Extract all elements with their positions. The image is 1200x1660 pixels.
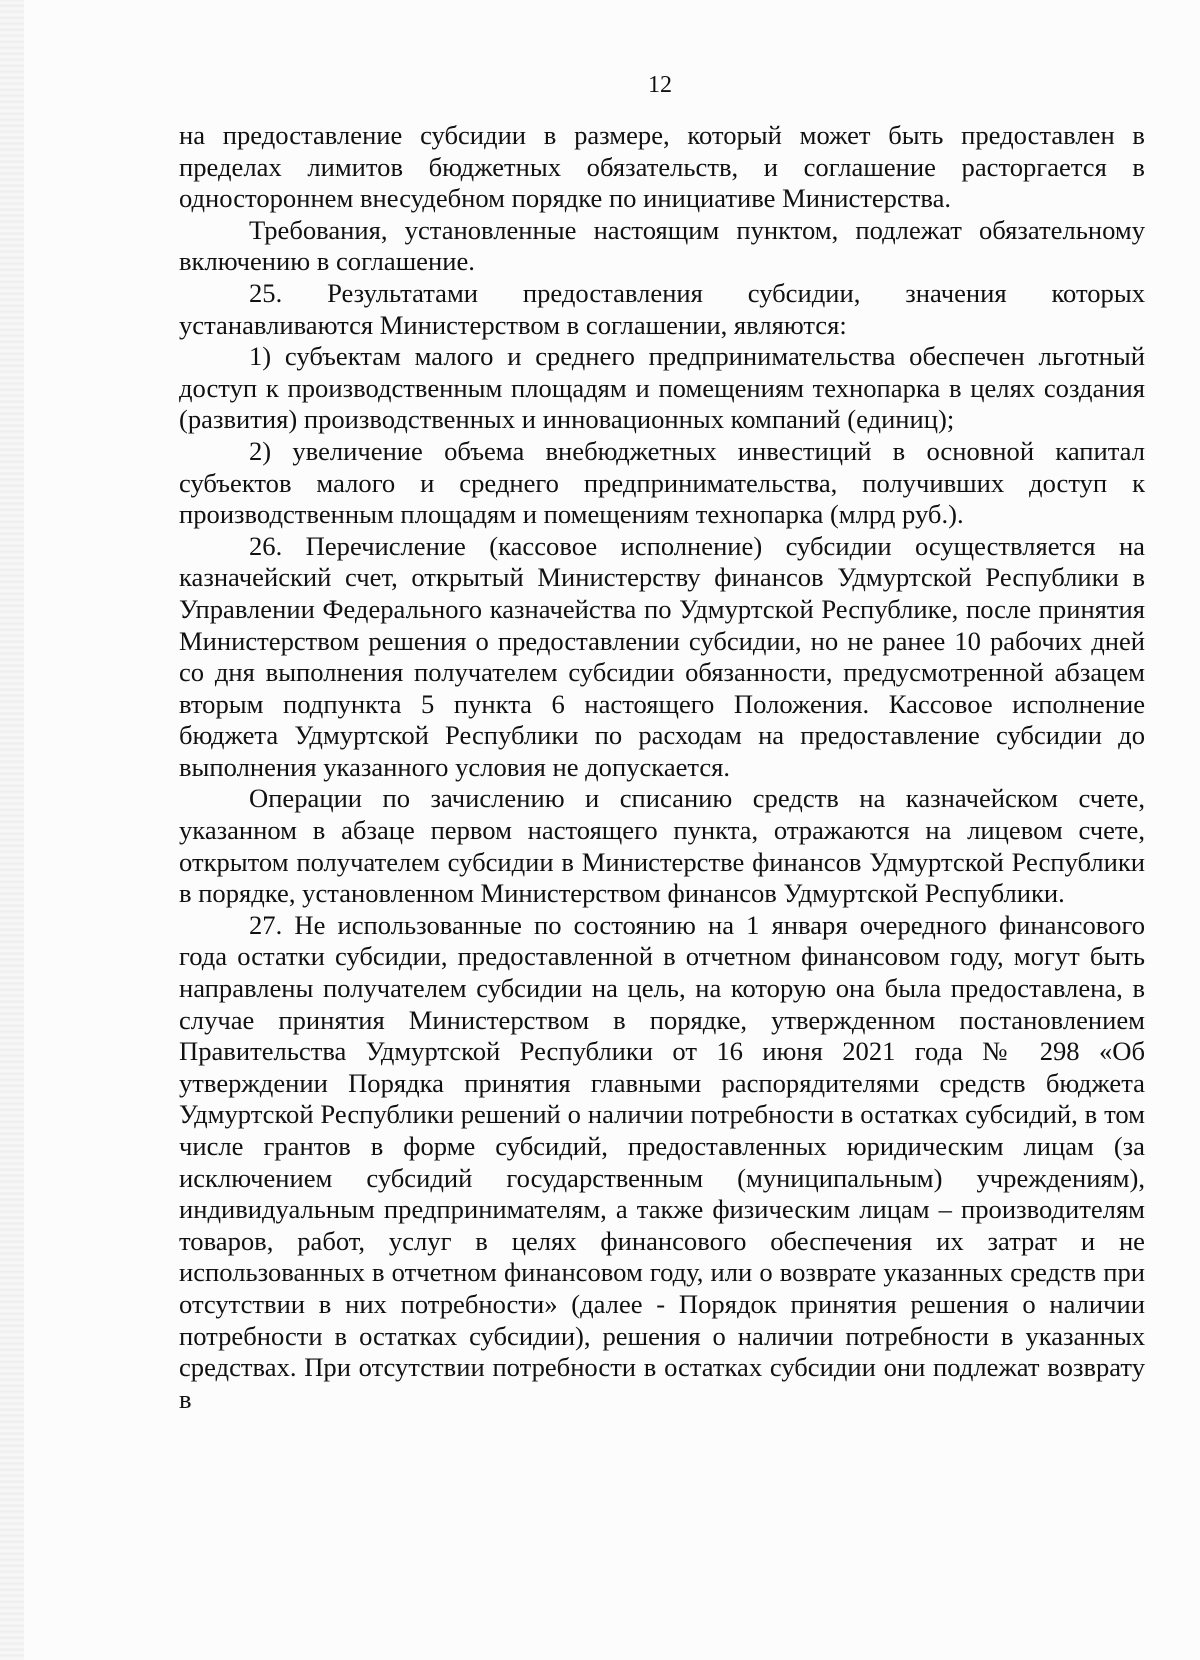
paragraph-25: 25. Результатами предоставления субсидии, значения которых устанавливаются Министерством в соглашении, являются: bbox=[179, 277, 1145, 340]
page-number: 12 bbox=[648, 72, 672, 98]
paragraph-operations: Операции по зачислению и списанию средств на казначейском счете, указанном в абзаце первом настоящего пункта, отражаются на лицевом счете, открытом получателем субсидии в Министерстве финансов Удмуртской Республики в порядке, установленном Министерством финансов Удмуртской Республики. bbox=[179, 783, 1145, 909]
paragraph-26: 26. Перечисление (кассовое исполнение) субсидии осуществляется на казначейский счет, открытый Министерству финансов Удмуртской Республики в Управлении Федерального казначейства по Удмуртской Республике, после принятия Министерством решения о предоставлении субсидии, но не ранее 10 рабочих дней со дня выполнения получателем субсидии обязанности, предусмотренной абзацем вторым подпункта 5 пункта 6 настоящего Положения. Кассовое исполнение бюджета Удмуртской Республики по расходам на предоставление субсидии до выполнения указанного условия не допускается. bbox=[179, 530, 1145, 782]
paragraph-continuation: на предоставление субсидии в размере, который может быть предоставлен в пределах лимитов бюджетных обязательств, и соглашение расторгается в одностороннем внесудебном порядке по инициативе Министерства. bbox=[179, 120, 1145, 214]
list-item-1: 1) субъектам малого и среднего предпринимательства обеспечен льготный доступ к производственным площадям и помещениям технопарка в целях создания (развития) производственных и инновационных компаний (единиц); bbox=[179, 341, 1145, 435]
document-body bbox=[179, 120, 1145, 1415]
paragraph-27: 27. Не использованные по состоянию на 1 января очередного финансового года остатки субсидии, предоставленной в отчетном финансовом году, могут быть направлены получателем субсидии на цель, на которую она была предоставлена, в случае принятия Министерством в порядке, утвержденном постановлением Правительства Удмуртской Республики от 16 июня 2021 года № 298 «Об утверждении Порядка принятия главными распорядителями средств бюджета Удмуртской Республики решений о наличии потребности в остатках субсидий, в том числе грантов в форме субсидий, предоставленных юридическим лицам (за исключением субсидий государственным (муниципальным) учреждениям), индивидуальным предпринимателям, а также физическим лицам – производителям товаров, работ, услуг в целях финансового обеспечения их затрат и не использованных в отчетном финансовом году, или о возврате указанных средств при отсутствии в них потребности» (далее - Порядок принятия решения о наличии потребности в остатках субсидии), решения о наличии потребности в указанных средствах. При отсутствии потребности в остатках субсидии они подлежат возврату в bbox=[179, 909, 1145, 1414]
paragraph-requirements: Требования, установленные настоящим пунктом, подлежат обязательному включению в соглашение. bbox=[179, 214, 1145, 277]
list-item-2: 2) увеличение объема внебюджетных инвестиций в основной капитал субъектов малого и среднего предпринимательства, получивших доступ к производственным площадям и помещениям технопарка (млрд руб.). bbox=[179, 435, 1145, 530]
scan-edge-artifact bbox=[0, 0, 24, 1660]
